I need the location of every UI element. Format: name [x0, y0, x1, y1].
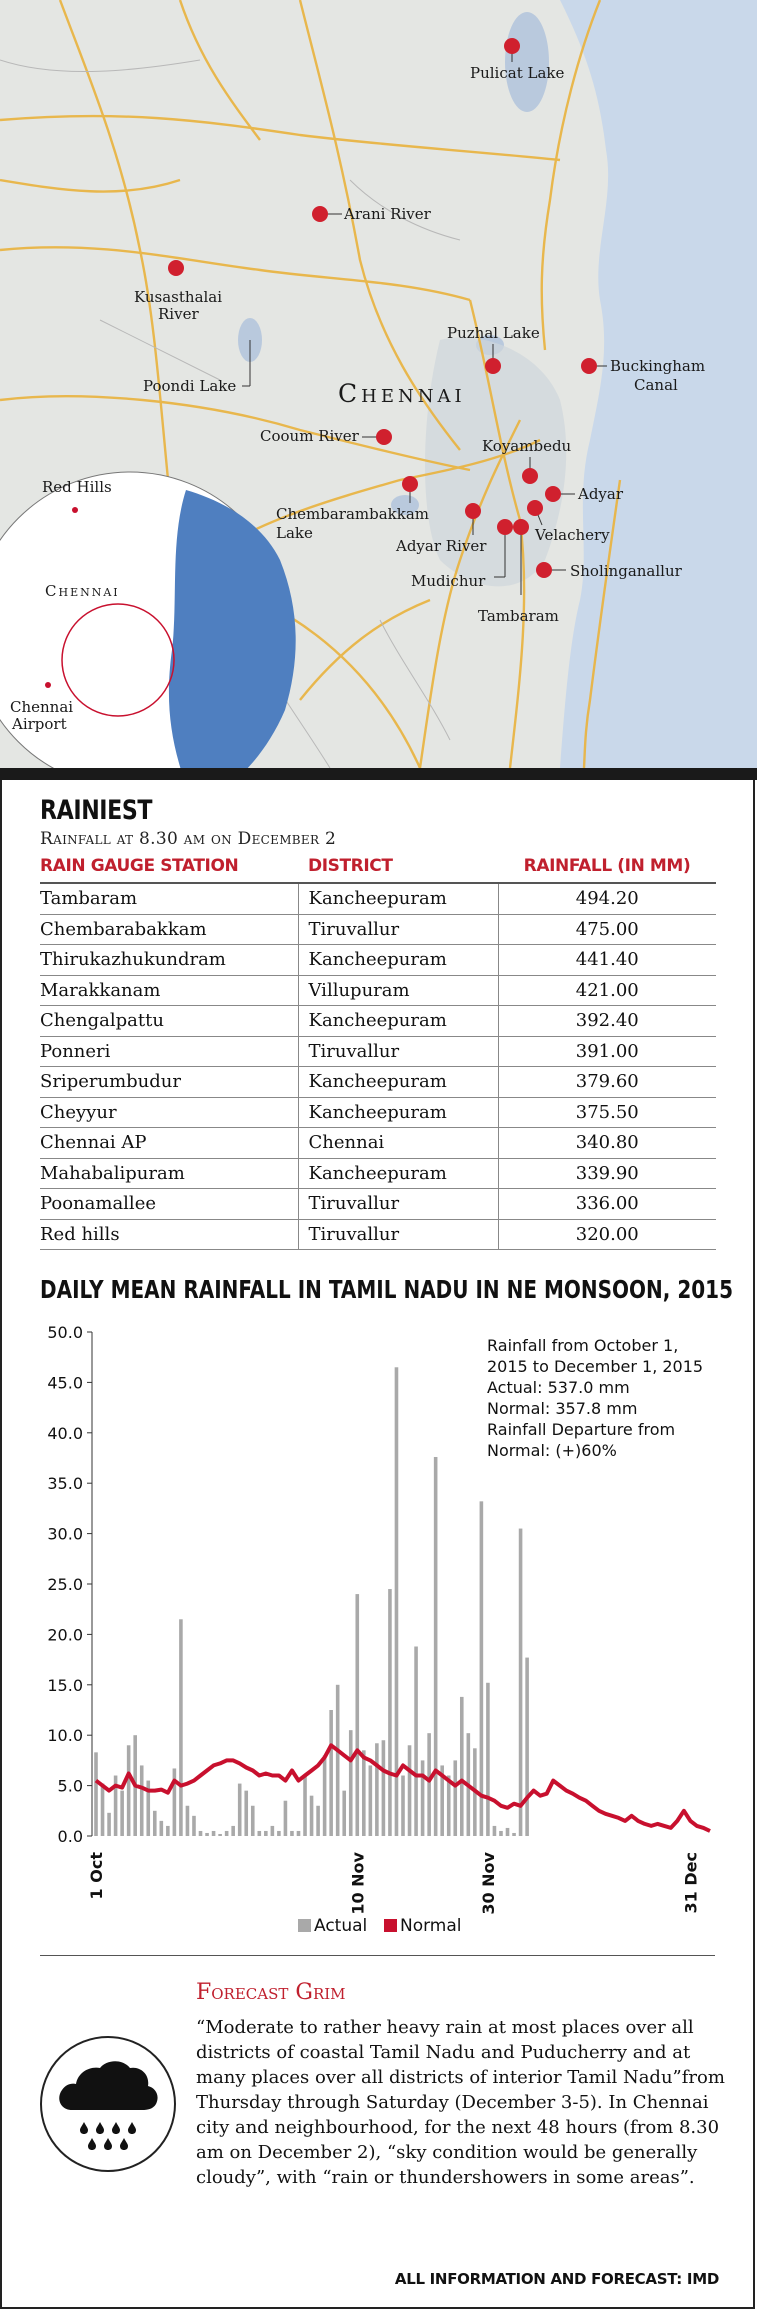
actual-bar	[310, 1796, 314, 1836]
district-cell: Chennai	[298, 1128, 498, 1159]
header-district: DISTRICT	[298, 852, 498, 883]
actual-bar	[349, 1730, 353, 1836]
station-cell: Chengalpattu	[40, 1006, 298, 1037]
table-row	[40, 1067, 716, 1098]
rainfall-cell: 494.20	[498, 883, 716, 914]
station-cell: Poonamallee	[40, 1189, 298, 1220]
rainfall-summary	[487, 1335, 737, 1461]
actual-bar	[127, 1745, 131, 1836]
station-cell: Mahabalipuram	[40, 1158, 298, 1189]
actual-bar	[388, 1589, 392, 1836]
actual-bar	[434, 1457, 438, 1836]
rainfall-cell: 340.80	[498, 1128, 716, 1159]
y-axis	[47, 1323, 92, 1846]
forecast-text: “Moderate to rather heavy rain at most places over all districts of coastal Tamil Nadu and Puducherry and at many places over all districts of interior Tamil Nadu”from Thursday through Saturday (December 3-5). In Chennai city and neighbourhood, for the next 48 hours (from 8.30 am on December 2), “sky condition would be generally cloudy”, with “rain or thundershowers in some areas”.	[196, 2017, 725, 2188]
actual-bar	[258, 1831, 262, 1836]
table-row	[40, 1189, 716, 1220]
label-adyar: Adyar	[578, 485, 624, 503]
actual-bar	[493, 1826, 497, 1836]
summary-line: Normal: (+)60%	[487, 1441, 617, 1460]
actual-bar	[421, 1760, 425, 1836]
actual-bar	[231, 1826, 235, 1836]
forecast-icon-frame	[40, 2036, 176, 2172]
table-row	[40, 975, 716, 1006]
section-divider-bar	[0, 768, 757, 780]
actual-bar	[460, 1697, 464, 1836]
station-cell: Sriperumbudur	[40, 1067, 298, 1098]
actual-bar	[160, 1821, 164, 1836]
district-cell: Villupuram	[298, 975, 498, 1006]
label-pulicat-lake: Pulicat Lake	[470, 64, 565, 82]
source-credit: ALL INFORMATION AND FORECAST: IMD	[394, 2270, 719, 2288]
actual-bar	[427, 1733, 431, 1836]
actual-bar	[186, 1806, 190, 1836]
inset-label-red-hills: Red Hills	[42, 478, 112, 496]
actual-bar	[414, 1646, 418, 1836]
legend-label-actual: Actual	[314, 1916, 368, 1936]
actual-bar	[506, 1828, 510, 1836]
district-cell: Tiruvallur	[298, 914, 498, 945]
station-cell: Ponneri	[40, 1036, 298, 1067]
actual-bar	[205, 1833, 209, 1836]
y-tick-label: 25.0	[47, 1575, 83, 1594]
label-buckingham-1: Buckingham	[610, 357, 706, 375]
actual-bar	[323, 1755, 327, 1836]
station-cell: Chennai AP	[40, 1128, 298, 1159]
y-tick-label: 15.0	[47, 1675, 83, 1695]
chart-legend	[298, 1916, 462, 1936]
actual-bar	[408, 1745, 412, 1836]
label-adyar-river: Adyar River	[396, 537, 487, 555]
actual-bar	[519, 1529, 523, 1836]
actual-bar	[173, 1768, 177, 1836]
chennai-region-map	[0, 0, 757, 768]
summary-line: Actual: 537.0 mm	[487, 1378, 630, 1397]
table-row	[40, 883, 716, 914]
actual-bar	[499, 1831, 503, 1836]
district-cell: Kancheepuram	[298, 1067, 498, 1098]
y-tick-label: 35.0	[47, 1474, 83, 1494]
summary-line: Rainfall Departure from	[487, 1420, 676, 1439]
actual-bar	[107, 1813, 111, 1836]
actual-bar	[486, 1683, 490, 1836]
legend-label-normal: Normal	[400, 1916, 462, 1936]
actual-bar	[342, 1791, 346, 1836]
rainfall-cell: 421.00	[498, 975, 716, 1006]
label-puzhal-lake: Puzhal Lake	[447, 324, 540, 342]
label-koyambedu: Koyambedu	[482, 437, 572, 455]
actual-bar	[303, 1776, 307, 1836]
inset-city-label: Chennai	[45, 582, 120, 600]
actual-bar	[480, 1501, 484, 1836]
actual-bar	[336, 1685, 340, 1836]
label-buckingham-2: Canal	[634, 376, 678, 394]
label-arani-river: Arani River	[344, 205, 431, 223]
actual-bar	[284, 1801, 288, 1836]
legend-swatch-actual	[298, 1919, 311, 1932]
table-row	[40, 914, 716, 945]
rainfall-table	[40, 852, 716, 1250]
rainiest-title: RAINIEST	[40, 795, 153, 826]
actual-bar	[192, 1816, 196, 1836]
table-row	[40, 1219, 716, 1250]
y-tick-label: 50.0	[47, 1323, 83, 1342]
rainfall-cell: 392.40	[498, 1006, 716, 1037]
rain-cloud-icon	[42, 2038, 174, 2170]
rainfall-cell: 336.00	[498, 1189, 716, 1220]
table-row	[40, 945, 716, 976]
rainiest-subtitle: Rainfall at 8.30 am on December 2	[40, 829, 337, 849]
actual-bar	[453, 1760, 457, 1836]
x-tick-label: 1 Oct	[87, 1852, 106, 1900]
summary-line: Rainfall from October 1,	[487, 1336, 679, 1355]
actual-bar	[153, 1811, 157, 1836]
y-tick-label: 30.0	[47, 1524, 83, 1544]
actual-bar	[329, 1710, 333, 1836]
label-chembarambakkam-2: Lake	[276, 524, 313, 542]
table-row	[40, 1097, 716, 1128]
actual-bar	[316, 1806, 320, 1836]
y-tick-label: 5.0	[57, 1776, 83, 1796]
actual-bar	[271, 1826, 275, 1836]
label-sholinganallur: Sholinganallur	[570, 562, 682, 580]
actual-bar	[277, 1831, 281, 1836]
actual-bars	[94, 1367, 529, 1836]
x-axis	[87, 1851, 700, 1914]
label-chembarambakkam-1: Chembarambakkam	[276, 505, 430, 523]
actual-bar	[212, 1831, 216, 1836]
actual-bar	[199, 1831, 203, 1836]
header-rainfall: RAINFALL (IN MM)	[498, 852, 716, 883]
district-cell: Kancheepuram	[298, 1158, 498, 1189]
y-tick-label: 20.0	[47, 1625, 83, 1645]
x-tick-label: 31 Dec	[681, 1852, 701, 1914]
station-cell: Thirukazhukundram	[40, 945, 298, 976]
actual-bar	[218, 1834, 222, 1836]
rainfall-cell: 441.40	[498, 945, 716, 976]
actual-bar	[297, 1831, 301, 1836]
table-row	[40, 1158, 716, 1189]
district-cell: Kancheepuram	[298, 1097, 498, 1128]
station-cell: Marakkanam	[40, 975, 298, 1006]
y-tick-label: 10.0	[47, 1726, 83, 1746]
actual-bar	[94, 1752, 98, 1836]
district-cell: Tiruvallur	[298, 1036, 498, 1067]
actual-bar	[166, 1826, 170, 1836]
actual-bar	[355, 1594, 359, 1836]
label-velachery: Velachery	[535, 526, 610, 544]
label-mudichur: Mudichur	[411, 572, 486, 590]
x-tick-label: 30 Nov	[478, 1852, 498, 1915]
legend-swatch-normal	[384, 1919, 397, 1932]
inset-label-airport-1: Chennai	[10, 698, 74, 716]
chart-title: DAILY MEAN RAINFALL IN TAMIL NADU IN NE MONSOON, 2015	[40, 1275, 733, 1304]
actual-bar	[244, 1791, 248, 1836]
actual-bar	[120, 1791, 124, 1836]
actual-bar	[101, 1784, 105, 1836]
header-station: RAIN GAUGE STATION	[40, 852, 298, 883]
y-tick-label: 45.0	[47, 1373, 83, 1393]
y-tick-label: 40.0	[47, 1423, 83, 1443]
inset-label-airport-2: Airport	[12, 715, 67, 733]
summary-line: Normal: 357.8 mm	[487, 1399, 638, 1418]
actual-bar	[512, 1833, 516, 1836]
actual-bar	[382, 1740, 386, 1836]
district-cell: Kancheepuram	[298, 1006, 498, 1037]
station-cell: Red hills	[40, 1219, 298, 1250]
actual-bar	[290, 1831, 294, 1836]
actual-bar	[369, 1765, 373, 1836]
x-tick-label: 10 Nov	[348, 1852, 368, 1915]
actual-bar	[395, 1367, 399, 1836]
rainfall-cell: 379.60	[498, 1067, 716, 1098]
table-header-row	[40, 852, 716, 883]
table-row	[40, 1128, 716, 1159]
district-cell: Tiruvallur	[298, 1189, 498, 1220]
actual-bar	[447, 1776, 451, 1836]
label-cooum-river: Cooum River	[260, 427, 359, 445]
actual-bar	[238, 1784, 242, 1836]
rainfall-cell: 475.00	[498, 914, 716, 945]
district-cell: Tiruvallur	[298, 1219, 498, 1250]
forecast-divider	[40, 1955, 715, 1956]
district-cell: Kancheepuram	[298, 883, 498, 914]
rainfall-cell: 320.00	[498, 1219, 716, 1250]
station-cell: Chembarabakkam	[40, 914, 298, 945]
rainfall-cell: 339.90	[498, 1158, 716, 1189]
station-cell: Tambaram	[40, 883, 298, 914]
rainfall-cell: 391.00	[498, 1036, 716, 1067]
label-kusasthalai-2: River	[158, 305, 199, 323]
actual-bar	[225, 1831, 229, 1836]
actual-bar	[525, 1658, 529, 1836]
actual-bar	[401, 1776, 405, 1836]
label-kusasthalai-1: Kusasthalai	[134, 288, 223, 306]
y-tick-label: 0.0	[57, 1827, 83, 1846]
forecast-title: Forecast Grim	[196, 1980, 346, 2005]
label-tambaram: Tambaram	[478, 607, 559, 625]
actual-bar	[140, 1765, 144, 1836]
district-cell: Kancheepuram	[298, 945, 498, 976]
station-cell: Cheyyur	[40, 1097, 298, 1128]
actual-bar	[264, 1831, 268, 1836]
actual-bar	[375, 1743, 379, 1836]
table-row	[40, 1036, 716, 1067]
actual-bar	[362, 1750, 366, 1836]
actual-bar	[179, 1619, 183, 1836]
label-poondi-lake: Poondi Lake	[143, 377, 237, 395]
summary-line: 2015 to December 1, 2015	[487, 1357, 704, 1376]
rainfall-cell: 375.50	[498, 1097, 716, 1128]
actual-bar	[251, 1806, 255, 1836]
city-label-chennai: Chennai	[338, 379, 466, 408]
table-row	[40, 1006, 716, 1037]
